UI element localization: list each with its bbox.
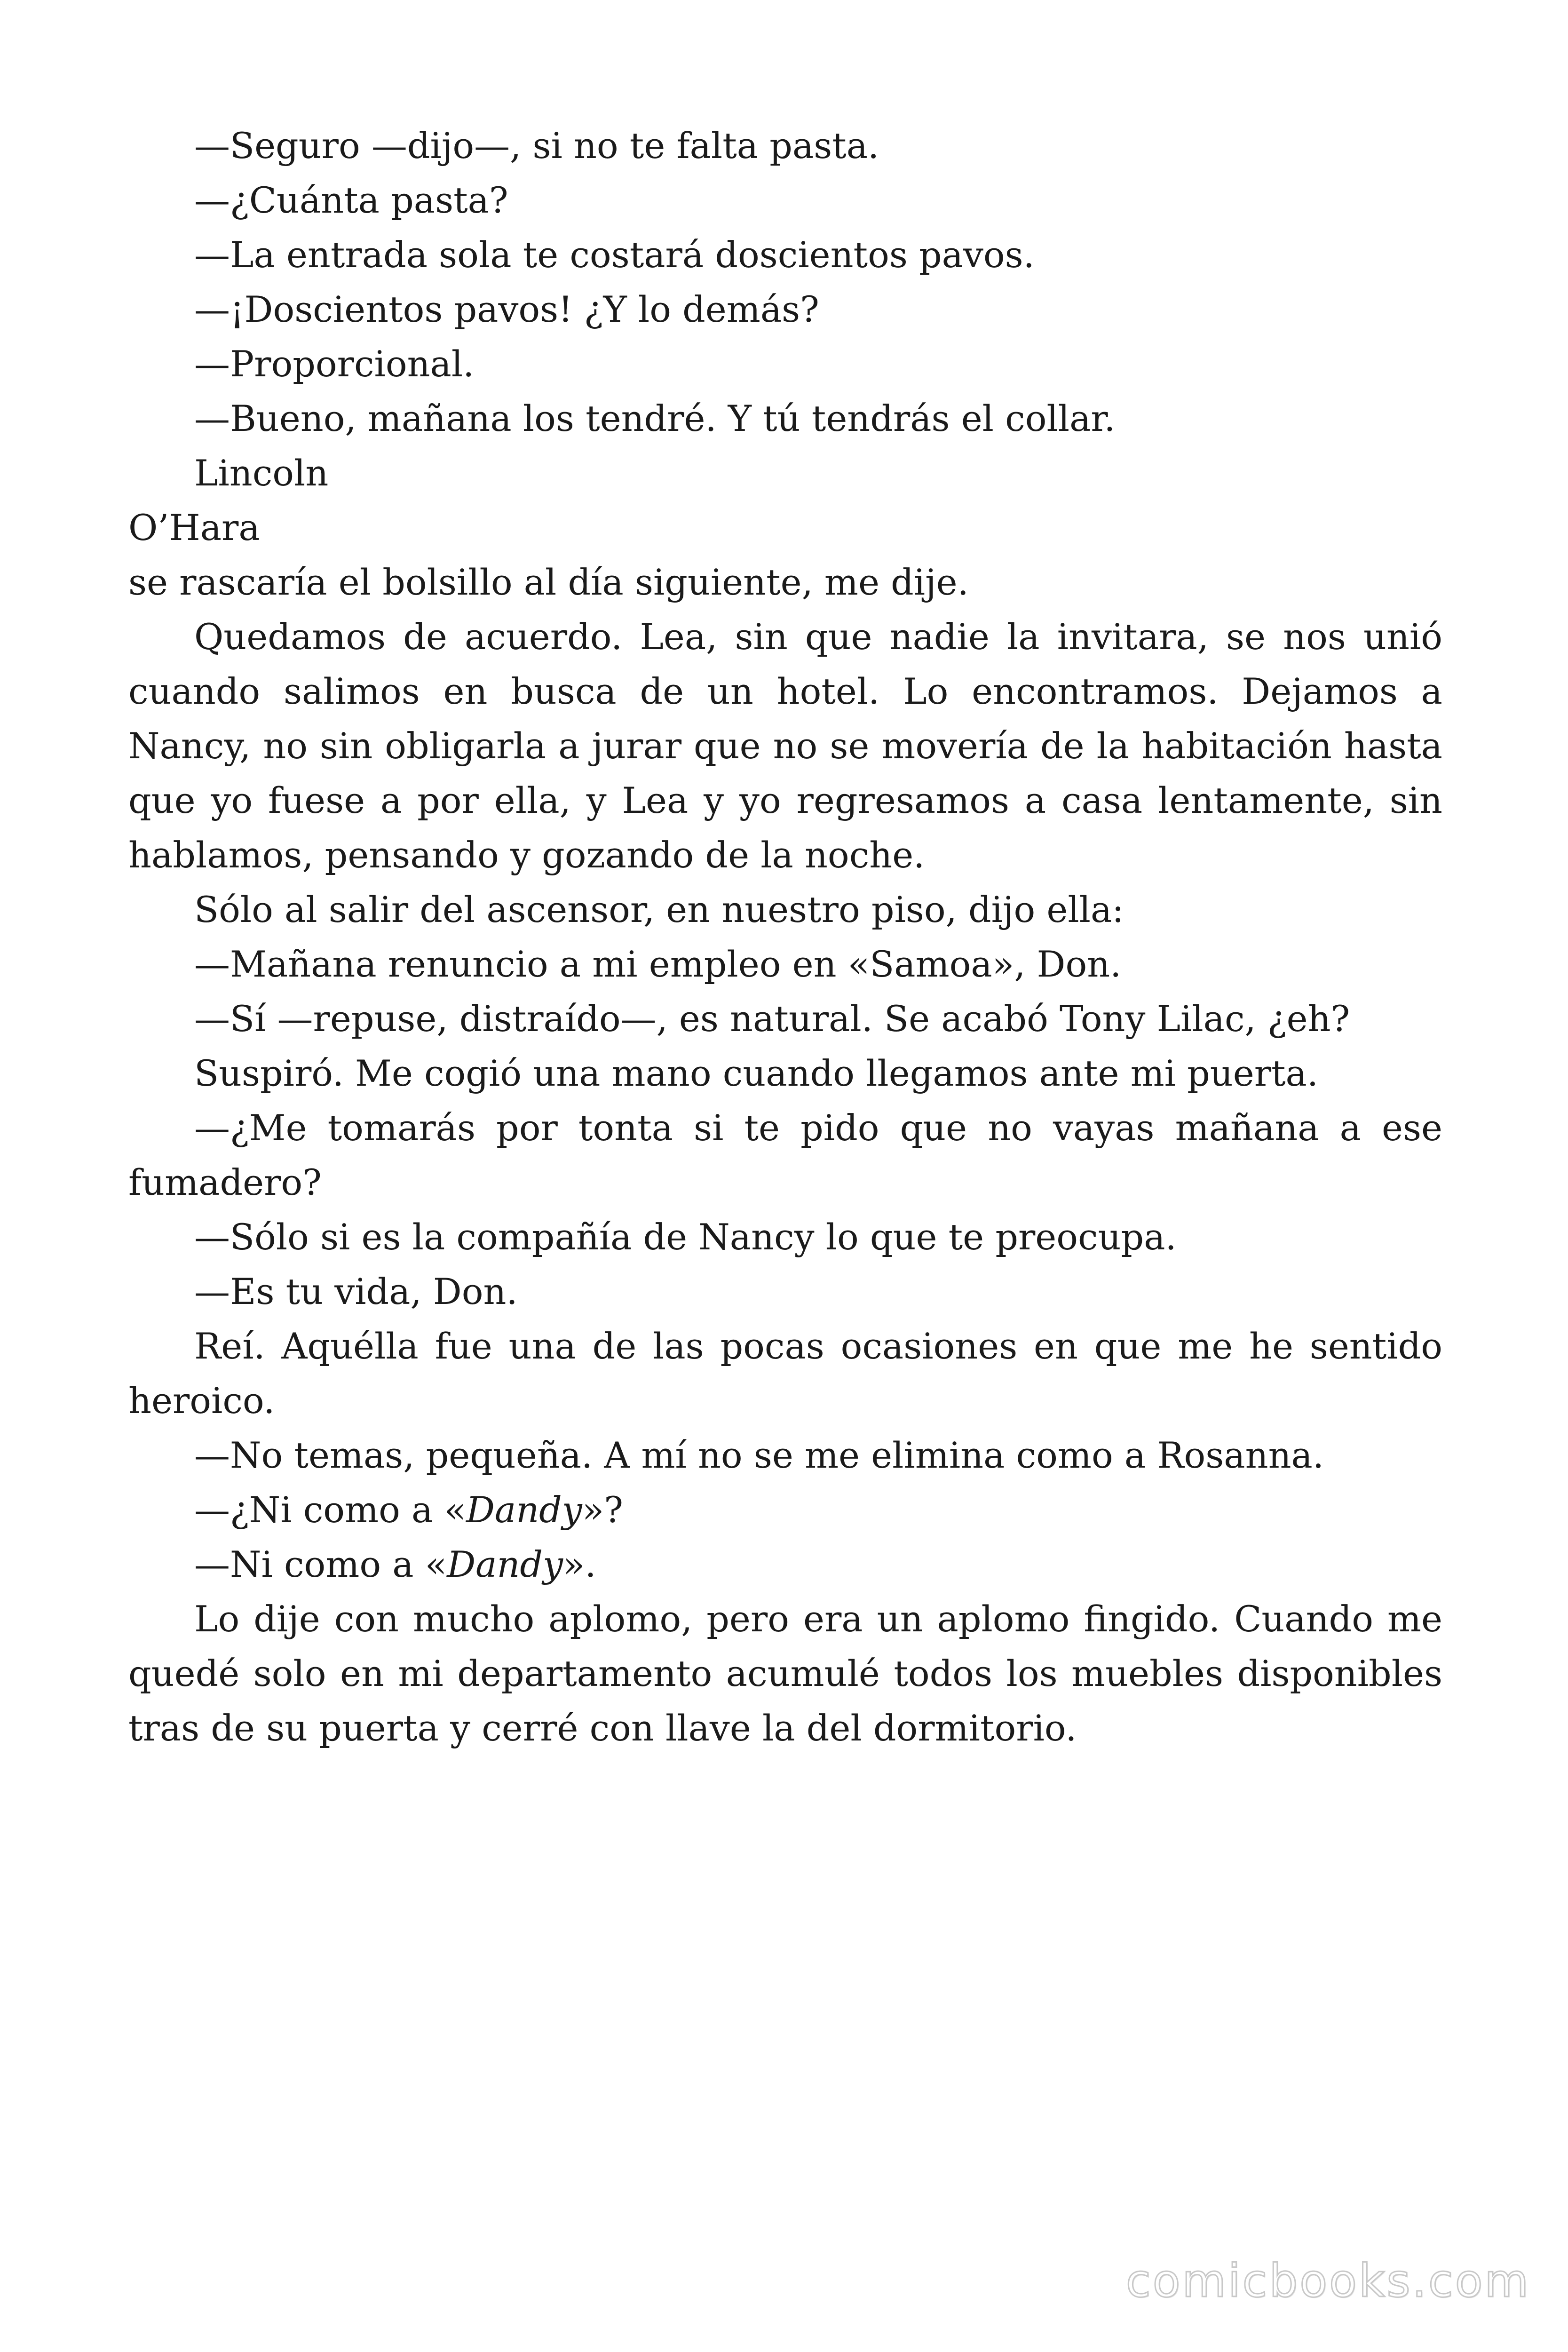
paragraph: se rascaría el bolsillo al día siguiente, me dije. <box>128 561 969 603</box>
paragraph: —No temas, pequeña. A mí no se me elimina como a Rosanna. <box>194 1434 1324 1476</box>
paragraph <box>128 1537 1442 1592</box>
watermark: comicbooks.com <box>1125 2255 1530 2307</box>
italic-text: Dandy <box>447 1543 563 1585</box>
paragraph: —Bueno, mañana los tendré. Y tú tendrás el collar. <box>194 397 1116 439</box>
paragraph: —¿Cuánta pasta? <box>194 179 508 221</box>
text-span: —¿Ni como a « <box>194 1489 466 1531</box>
paragraph: —Es tu vida, Don. <box>194 1271 518 1312</box>
book-page-text <box>128 119 1442 1756</box>
paragraph: —La entrada sola te costará doscientos pavos. <box>194 234 1035 276</box>
paragraph: Lo dije con mucho aplomo, pero era un aplomo fingido. Cuando me quedé solo en mi departamento acumulé todos los muebles disponibles tras de su puerta y cerré con llave la del dormitorio. <box>128 1598 1442 1749</box>
paragraph: —¿Me tomarás por tonta si te pido que no vayas mañana a ese fumadero? <box>128 1107 1442 1203</box>
paragraph <box>128 1483 1442 1537</box>
paragraph: Reí. Aquélla fue una de las pocas ocasiones en que me he sentido heroico. <box>128 1325 1442 1422</box>
paragraph: —Proporcional. <box>194 343 475 385</box>
paragraph: —¡Doscientos pavos! ¿Y lo demás? <box>194 288 819 330</box>
paragraph: —Sólo si es la compañía de Nancy lo que te preocupa. <box>194 1216 1177 1258</box>
text-span: ». <box>563 1543 596 1585</box>
paragraph: Lincoln <box>194 452 329 494</box>
paragraph: Quedamos de acuerdo. Lea, sin que nadie la invitara, se nos unió cuando salimos en busca de un hotel. Lo encontramos. Dejamos a Nancy, no sin obligarla a jurar que no se movería de la habitación hasta que yo fuese a por ella, y Lea y yo regresamos a casa lentamente, sin hablamos, pensando y gozando de la noche. <box>128 616 1442 876</box>
paragraph: Sólo al salir del ascensor, en nuestro piso, dijo ella: <box>194 889 1124 930</box>
paragraph: —Mañana renuncio a mi empleo en «Samoa», Don. <box>194 943 1122 985</box>
paragraph: Suspiró. Me cogió una mano cuando llegamos ante mi puerta. <box>194 1052 1319 1094</box>
italic-text: Dandy <box>466 1489 582 1531</box>
paragraph: O’Hara <box>128 507 260 548</box>
text-span: »? <box>582 1489 624 1531</box>
text-span: —Ni como a « <box>194 1543 447 1585</box>
paragraph: —Sí —repuse, distraído—, es natural. Se acabó Tony Lilac, ¿eh? <box>194 998 1350 1040</box>
paragraph: —Seguro —dijo—, si no te falta pasta. <box>194 125 879 167</box>
